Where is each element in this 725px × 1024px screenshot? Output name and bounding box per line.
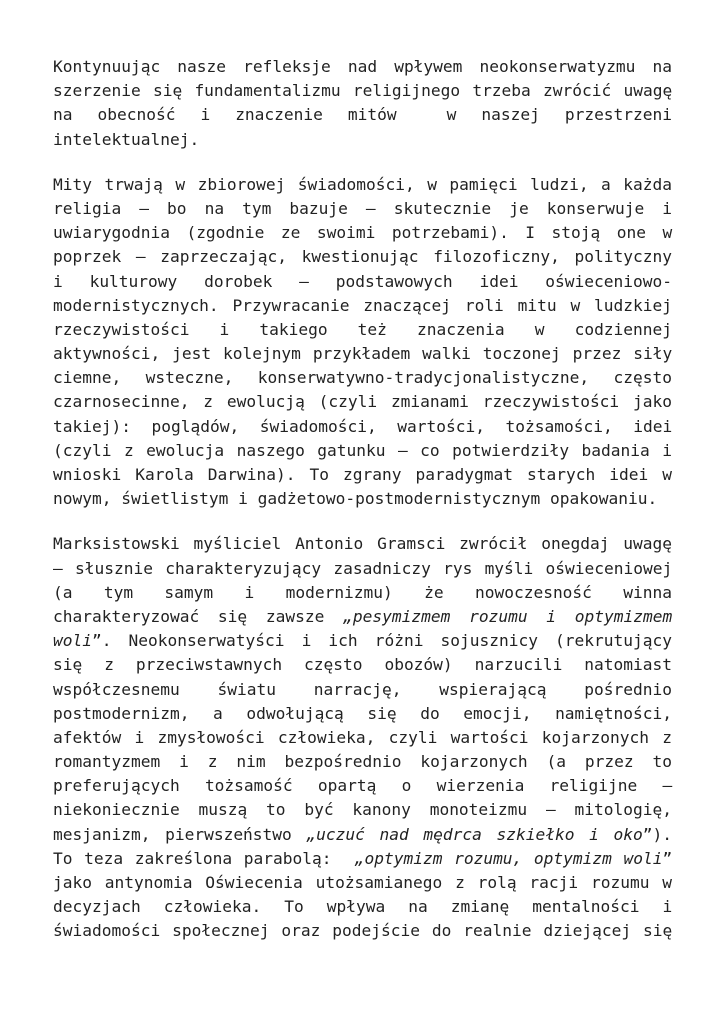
text-line — [53, 103, 672, 127]
text-segment: na obecność i znaczenie mitów w naszej przestrzeni — [53, 105, 673, 125]
text-line — [53, 798, 672, 822]
text-line — [53, 532, 672, 556]
quote-italic: „pesymizmem rozumu i optymizmem — [343, 606, 673, 626]
text-segment: religia – bo na tym bazuje – skutecznie je konserwuje i — [53, 198, 673, 218]
text-segment: się z przeciwstawnych często obozów) narzucili natomiast — [53, 655, 672, 675]
text-line — [53, 605, 672, 629]
text-line — [53, 581, 672, 605]
text-segment: preferujących tożsamość opartą o wierzenia religijne – — [53, 776, 673, 796]
text-segment: Kontynuując nasze refleksje nad wpływem neokonserwatyzmu na — [53, 57, 672, 76]
text-line — [53, 487, 672, 511]
text-line — [53, 128, 672, 152]
text-segment: Marksistowski myśliciel Antonio Gramsci zwrócił onegdaj uwagę — [53, 534, 672, 554]
text-line — [53, 557, 672, 581]
text-segment: – słusznie charakteryzujący zasadniczy rys myśli oświeceniowej — [53, 558, 673, 578]
text-segment: Mity trwają w zbiorowej świadomości, w pamięci ludzi, a każda — [53, 174, 672, 194]
text-segment: ”. Neokonserwatyści i ich różni sojusznicy (rekrutujący — [91, 631, 672, 651]
text-segment: ” — [662, 848, 673, 868]
text-line — [53, 702, 672, 726]
text-segment: intelektualnej. — [53, 129, 200, 149]
text-segment: jako antynomia Oświecenia utożsamianego z rolą racji rozumu w — [53, 873, 672, 892]
text-segment: modernistycznych. Przywracanie znaczącej roli mitu w ludzkiej — [53, 295, 672, 315]
text-segment: aktywności, jest kolejnym przykładem walki toczonej przez siły — [53, 344, 673, 364]
text-line — [53, 221, 672, 245]
text-line — [53, 726, 672, 750]
text-line — [53, 871, 672, 895]
text-segment: świadomości społecznej oraz podejście do realnie dziejącej się — [53, 921, 673, 941]
text-segment: takiej): poglądów, świadomości, wartości, tożsamości, idei — [53, 416, 673, 436]
text-segment: postmodernizm, a odwołującą się do emocji, namiętności, — [53, 703, 673, 723]
text-segment: ciemne, wsteczne, konserwatywno-tradycjonalistyczne, często — [53, 368, 672, 388]
text-line — [53, 750, 672, 774]
text-segment: ”). — [642, 824, 673, 844]
text-segment: niekoniecznie muszą to być kanony monoteizmu – mitologię, — [53, 800, 672, 820]
text-line — [53, 342, 672, 366]
text-line — [53, 270, 672, 294]
text-line — [53, 318, 672, 342]
text-line — [53, 774, 672, 798]
text-line — [53, 678, 672, 702]
text-segment: czarnosecinne, z ewolucją (czyli zmianami rzeczywistości jako — [53, 392, 672, 412]
paragraph — [53, 55, 672, 152]
text-line — [53, 173, 672, 197]
text-segment: uwiarygodnia (zgodnie ze swoimi potrzebami). I stoją one w — [53, 223, 673, 243]
text-segment: (czyli z ewolucja naszego gatunku – co potwierdziły badania i — [53, 440, 672, 460]
text-segment: (a tym samym i modernizmu) że nowoczesność winna — [53, 582, 672, 602]
text-line — [53, 463, 672, 487]
text-segment: decyzjach człowieka. To wpływa na zmianę mentalności i — [53, 897, 673, 917]
text-segment: charakteryzować się zawsze — [53, 606, 344, 626]
text-line — [53, 439, 672, 463]
text-line — [53, 823, 672, 847]
quote-italic: „uczuć nad mędrca szkiełko i oko — [306, 824, 643, 844]
quote-italic: „optymizm rozumu, optymizm woli — [354, 848, 663, 868]
paragraph — [53, 173, 672, 512]
text-segment: współczesnemu światu narrację, wspierającą pośrednio — [53, 679, 672, 699]
text-line — [53, 55, 672, 79]
text-line — [53, 653, 672, 677]
text-line — [53, 294, 672, 318]
text-line — [53, 197, 672, 221]
text-line — [53, 629, 672, 653]
text-line — [53, 390, 672, 414]
text-segment: nowym, świetlistym i gadżetowo-postmodernistycznym opakowaniu. — [53, 489, 658, 509]
text-segment: mesjanizm, pierwszeństwo — [53, 824, 307, 844]
text-line — [53, 919, 672, 943]
text-line — [53, 245, 672, 269]
text-segment: To teza zakreślona parabolą: — [53, 848, 355, 868]
paragraph — [53, 532, 672, 943]
text-segment: romantyzmem i z nim bezpośrednio kojarzonych (a przez to — [53, 752, 672, 772]
text-segment: wnioski Karola Darwina). To zgrany paradygmat starych idei w — [53, 465, 672, 484]
quote-italic: woli — [53, 631, 92, 651]
text-segment: i kulturowy dorobek – podstawowych idei oświeceniowo- — [53, 271, 672, 291]
text-segment: afektów i zmysłowości człowieka, czyli wartości kojarzonych z — [53, 727, 672, 747]
text-segment: poprzek – zaprzeczając, kwestionując filozoficzny, polityczny — [53, 247, 672, 267]
text-line — [53, 895, 672, 919]
text-line — [53, 415, 672, 439]
text-segment: rzeczywistości i takiego też znaczenia w codziennej — [53, 319, 673, 339]
text-line — [53, 79, 672, 103]
document-page — [53, 55, 672, 965]
text-segment: szerzenie się fundamentalizmu religijnego trzeba zwrócić uwagę — [53, 81, 673, 101]
text-line — [53, 847, 672, 871]
text-line — [53, 366, 672, 390]
